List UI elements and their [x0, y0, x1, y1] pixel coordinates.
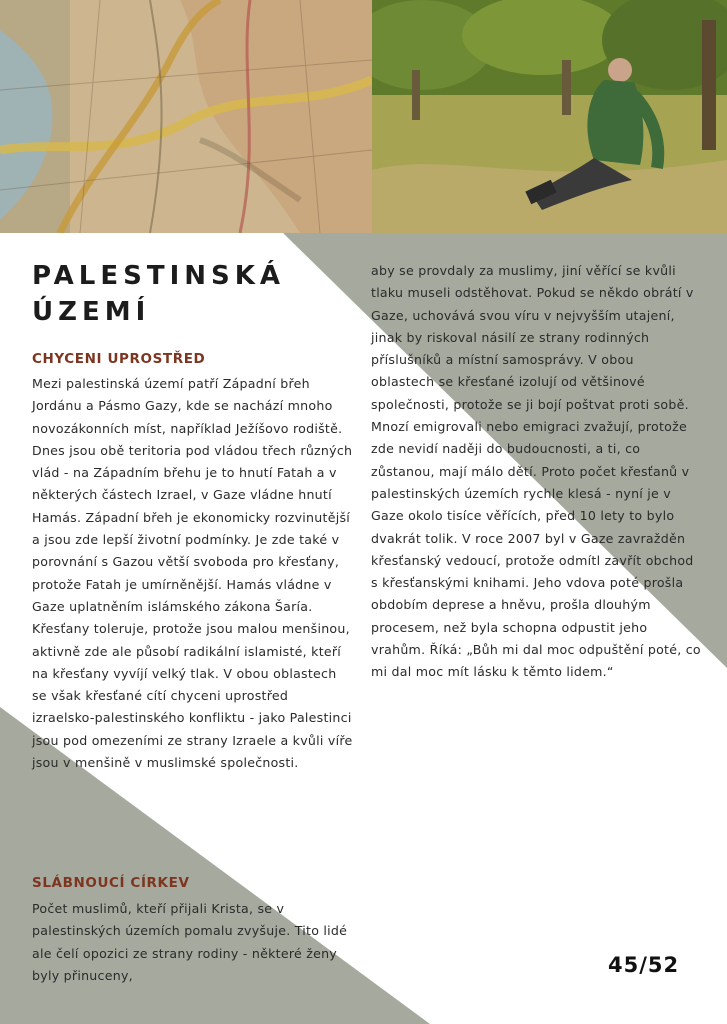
section-text-caught: Mezi palestinská území patří Západní břeh Jordánu a Pásmo Gazy, kde se nachází mnoho novozákonních míst, například Ježíšovo rodiště. Dnes jsou obě teritoria pod vládou třech různých vlád - na Západním břehu je to hnutí Fatah a v některých částech Izrael, v Gaze vládne hnutí Hamás. Západní břeh je ekonomicky rozvinutější a jsou zde lepší životní podmínky. Je zde také v porovnání s Gazou větší svoboda pro křesťany, protože Fatah je umírněnější. Hamás vládne v Gaze uplatněním islámského zákona Šaría. Křesťany toleruje, protože jsou malou menšinou, aktivně zde ale působí radikální islamisté, kteří na křesťany vyvíjí velký tlak. V obou oblastech se však křesťané cítí chyceni uprostřed izraelsko-palestinského konfliktu - jako Palestinci jsou pod omezeními ze strany Izraele a kvůli víře jsou v menšině v muslimské společnosti.: [32, 376, 353, 771]
section-heading-caught: CHYCENI UPROSTŘED: [32, 351, 206, 367]
olive-grove-photo: [372, 0, 727, 233]
page-number: 45/52: [608, 953, 680, 977]
title-line-1: PALESTINSKÁ: [32, 261, 286, 291]
section-heading-weakening-church: SLÁBNOUCÍ CÍRKEV: [32, 875, 190, 891]
title-line-2: ÚZEMÍ: [32, 297, 151, 327]
right-column-text: aby se provdaly za muslimy, jiní věřící se kvůli tlaku museli odstěhovat. Pokud se někdo obrátí v Gaze, uchovává svou víru v nejvyšším utajení, jinak by riskoval násilí ze strany rodinných příslušníků a místní samosprávy. V obou oblastech se křesťané izolují od většinové společnosti, protože se ji bojí poštvat proti sobě. Mnozí emigrovali nebo emigraci zvažují, protože zde nevidí naději do budoucnosti, a ti, co zůstanou, mají málo dětí. Proto počet křesťanů v palestinských územích rychle klesá - nyní je v Gaze okolo tisíce věřících, před 10 lety to bylo dvakrát tolik. V roce 2007 byl v Gaze zavražděn křesťanský vedoucí, protože odmítl zavřít obchod s křesťanskými knihami. Jeho vdova poté prošla obdobím deprese a hněvu, prošla dlouhým procesem, než byla schopna odpustit jeho vrahům. Říká: „Bůh mi dal moc odpuštění poté, co mi dal moc mít lásku k těmto lidem.“: [371, 263, 701, 680]
section-text-weakening-church: Počet muslimů, kteří přijali Krista, se v palestinských územích pomalu zvyšuje. Tito lidé ale čelí opozici ze strany rodiny - některé ženy byly přinuceny,: [32, 901, 348, 983]
map-photo: [0, 0, 372, 233]
page-title: [32, 258, 285, 330]
